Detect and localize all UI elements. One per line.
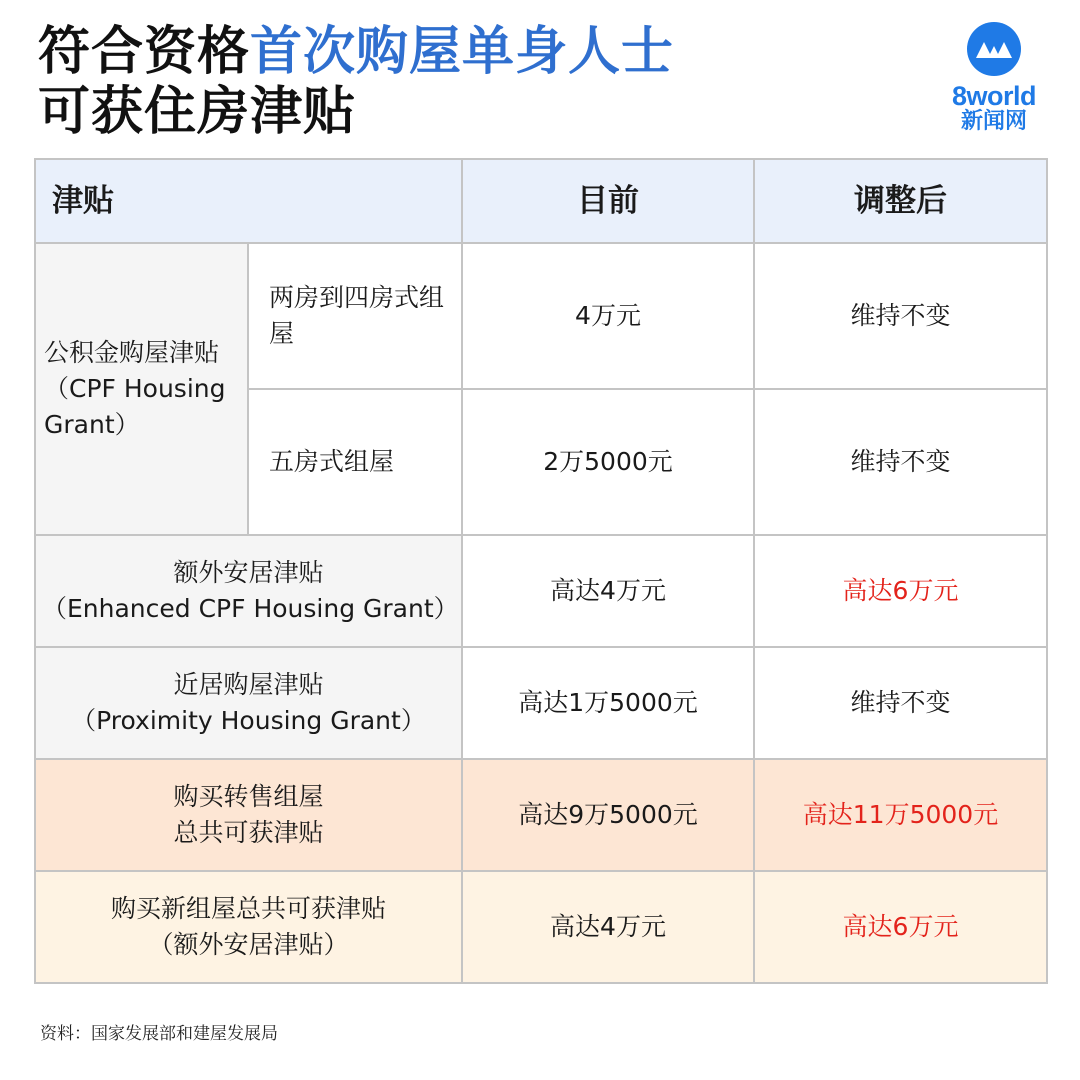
8world-logo-icon [967,22,1021,76]
row-current-value: 高达4万元 [462,535,754,647]
grant-name-line-2: （额外安居津贴） [148,930,349,959]
row-current-value: 高达4万元 [462,871,754,983]
title-line-2: 可获住房津贴 [38,82,357,142]
source-note: 资料：国家发展部和建屋发展局 [40,1024,278,1044]
table-row [35,759,1047,871]
grant-name-cn: 额外安居津贴 [173,558,324,587]
table-row [35,243,1047,389]
row-grant-name [35,647,462,759]
grant-name-en: （Proximity Housing Grant） [71,706,426,735]
row-adjusted-value: 高达11万5000元 [754,759,1047,871]
row-adjusted-value: 高达6万元 [754,535,1047,647]
row-current-value: 高达9万5000元 [462,759,754,871]
row-adjusted-value: 维持不变 [754,389,1047,535]
row-grant-name [35,535,462,647]
row-current-value: 2万5000元 [462,389,754,535]
row-grant-name [35,871,462,983]
logo-chinese-name: 新闻网 [960,109,1027,134]
row-adjusted-value: 维持不变 [754,647,1047,759]
brand-logo [944,22,1044,134]
header-adjusted: 调整后 [754,159,1047,243]
title-highlight: 首次购屋单身人士 [250,22,675,82]
header-current: 目前 [462,159,754,243]
table-row [35,535,1047,647]
grant-name-line-1: 购买转售组屋 [173,782,324,811]
table-header-row [35,159,1047,243]
table-row [35,647,1047,759]
logo-wordmark: 8world [951,81,1036,111]
grants-table [34,158,1048,984]
grant-name-cn: 近居购屋津贴 [173,670,324,699]
header-grant: 津贴 [35,159,462,243]
table-row [35,871,1047,983]
page-title [38,22,674,142]
row-grant-name [35,759,462,871]
cpf-grant-label: 公积金购屋津贴（CPF Housing Grant） [35,243,248,535]
grant-name-line-2: 总共可获津贴 [173,818,324,847]
row-adjusted-value: 维持不变 [754,243,1047,389]
grant-name-line-1: 购买新组屋总共可获津贴 [110,894,386,923]
row-adjusted-value: 高达6万元 [754,871,1047,983]
row-sub-label: 两房到四房式组屋 [248,243,462,389]
title-part-1: 符合资格 [38,22,251,82]
grant-name-en: （Enhanced CPF Housing Grant） [42,594,459,623]
row-current-value: 4万元 [462,243,754,389]
row-sub-label: 五房式组屋 [248,389,462,535]
title-line-1 [38,22,674,82]
row-current-value: 高达1万5000元 [462,647,754,759]
